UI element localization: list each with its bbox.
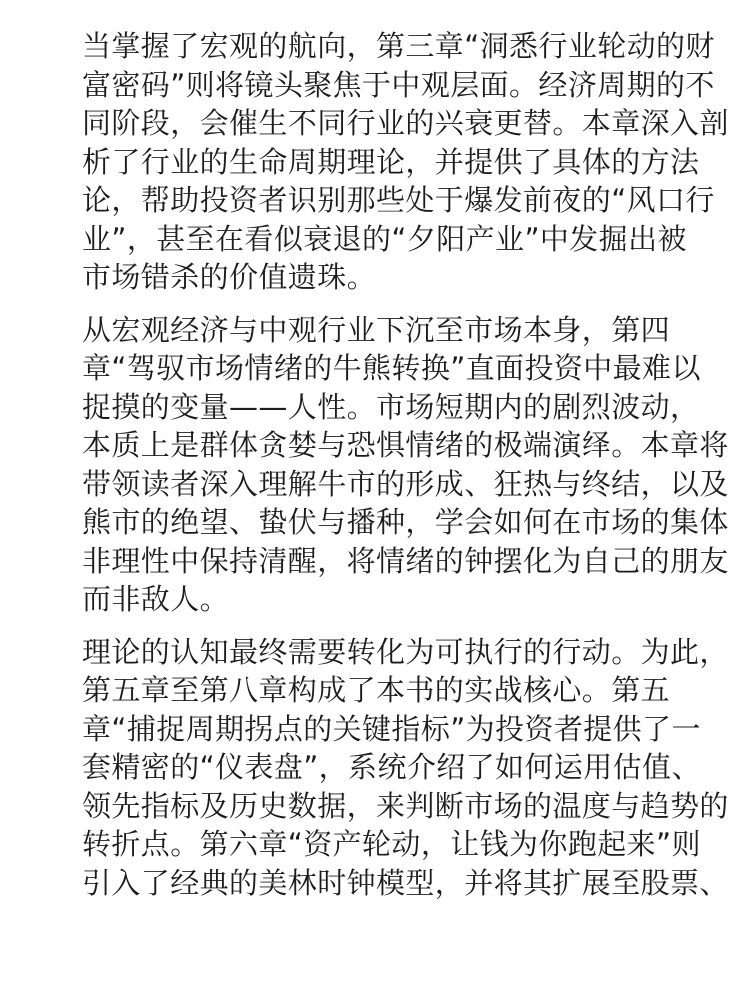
paragraph-chapter-four xyxy=(82,311,750,619)
paragraph-chapter-three xyxy=(82,27,750,297)
paragraph-chapters-five-to-eight xyxy=(82,633,750,903)
text-line: 套精密的“仪表盘”，系统介绍了如何运用估值、 xyxy=(82,750,701,784)
text-line: 第五章至第八章构成了本书的实战核心。第五 xyxy=(82,673,671,707)
text-line: 析了行业的生命周期理论，并提供了具体的方法 xyxy=(82,144,700,179)
text-line: 章“驾驭市场情绪的牛熊转换”直面投资中最难以 xyxy=(82,351,701,385)
text-line: 论，帮助投资者识别那些处于爆发前夜的“风口行 xyxy=(82,183,715,217)
text-line: 非理性中保持清醒，将情绪的钟摆化为自己的朋友 xyxy=(82,543,729,578)
text-line: 熊市的绝望、蛰伏与播种，学会如何在市场的集体 xyxy=(82,505,729,539)
text-line: 富密码”则将镜头聚焦于中观层面。经济周期的不 xyxy=(82,67,715,102)
text-line: 引入了经典的美林时钟模型，并将其扩展至股票、 xyxy=(82,865,729,900)
text-line: 而非敌人。 xyxy=(82,582,230,616)
text-line: 捉摸的变量——人性。市场短期内的剧烈波动， xyxy=(82,389,700,424)
text-line: 带领读者深入理解牛市的形成、狂热与终结，以及 xyxy=(82,466,729,501)
text-line: 领先指标及历史数据，来判断市场的温度与趋势的 xyxy=(82,788,729,823)
text-line: 当掌握了宏观的航向，第三章“洞悉行业轮动的财 xyxy=(82,29,715,63)
text-line: 市场错杀的价值遗珠。 xyxy=(82,260,377,294)
text-line: 从宏观经济与中观行业下沉至市场本身，第四 xyxy=(82,312,671,347)
text-line: 章“捕捉周期拐点的关键指标”为投资者提供了一 xyxy=(82,711,701,746)
text-line: 业”，甚至在看似衰退的“夕阳产业”中发掘出被 xyxy=(82,221,687,256)
text-line: 理论的认知最终需要转化为可执行的行动。为此， xyxy=(82,634,729,669)
text-line: 同阶段，会催生不同行业的兴衰更替。本章深入剖 xyxy=(82,106,729,140)
text-line: 转折点。第六章“资产轮动，让钱为你跑起来”则 xyxy=(82,827,701,861)
text-line: 本质上是群体贪婪与恐惧情绪的极端演绎。本章将 xyxy=(82,428,729,462)
